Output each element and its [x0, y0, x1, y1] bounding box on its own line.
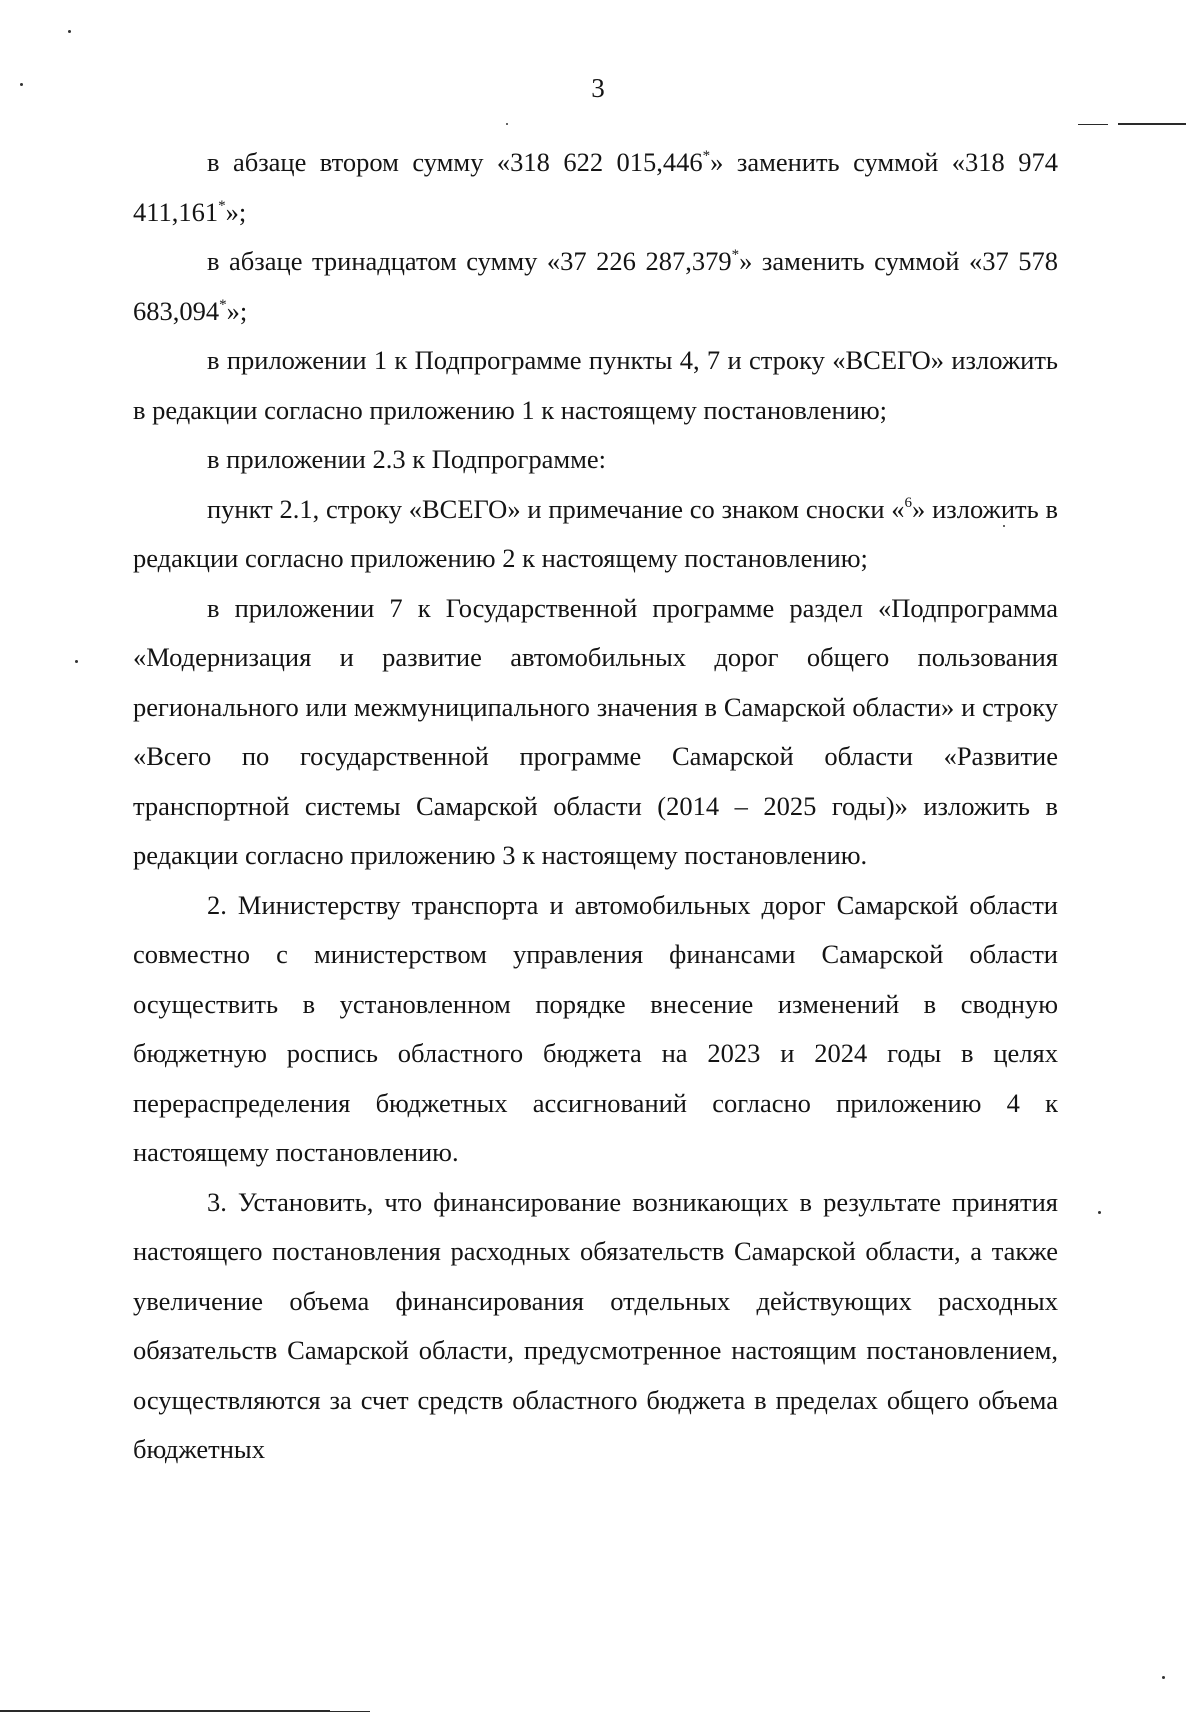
paragraph-text: »; [225, 196, 247, 227]
paragraph-amount-second [133, 138, 1058, 237]
scan-line-bottom [0, 1710, 330, 1712]
document-body [133, 138, 1058, 1475]
footnote-mark: * [702, 148, 711, 164]
paragraph-text: в абзаце тринадцатом сумму «37 226 287,379 [207, 246, 732, 276]
paragraph-clause-3: 3. Установить, что финансирование возникающих в результате принятия настоящего постановления расходных обязательств Самарской области, а также увеличение объема финансирования отдельных действующих расходных обязательств Самарской области, предусмотренное настоящим постановлением, осуществляются за счет средств областного бюджета в пределах общего объема бюджетных [133, 1186, 1058, 1464]
paragraph-clause-2: 2. Министерству транспорта и автомобильных дорог Самарской области совместно с министерством управления финансами Самарской области осуществить в установленном порядке внесение изменений в сводную бюджетную роспись областного бюджета на 2023 и 2024 годы в целях перераспределения бюджетных ассигнований согласно приложению 4 к настоящему постановлению. [133, 889, 1058, 1167]
footnote-mark: * [218, 197, 226, 214]
paragraph-text: »; [226, 295, 248, 326]
paragraph-text: » заменить суммой «37 578 683,094 [133, 246, 1058, 326]
footnote-mark: 6 [904, 494, 913, 511]
scan-speck [75, 660, 78, 663]
paragraph-text: пункт 2.1, строку «ВСЕГО» и примечание со знаком сноски « [207, 493, 905, 524]
paragraph-appendix-2-3: в приложении 2.3 к Подпрограмме: [207, 444, 607, 474]
scan-line-top-right [1078, 124, 1108, 125]
paragraph-appendix-7: в приложении 7 к Государственной программе раздел «Подпрограмма «Модернизация и развитие автомобильных дорог общего пользования регионального или межмуниципального значения в Самарской области» и строку «Всего по государственной программе Самарской области «Развитие транспортной системы Самарской области (2014 – 2025 годы)» изложить в редакции согласно приложению 3 к настоящему постановлению. [133, 592, 1058, 870]
scan-speck [506, 123, 508, 125]
paragraph-text: в абзаце втором сумму «318 622 015,446 [207, 147, 703, 177]
page-number: 3 [591, 73, 605, 103]
paragraph-item-2-1 [133, 485, 1058, 584]
scan-line-top-right [1118, 123, 1186, 125]
footnote-mark: * [731, 247, 740, 263]
scan-speck [1162, 1676, 1165, 1679]
scan-line-bottom [330, 1711, 370, 1712]
paragraph-text: » изложить в редакции согласно приложению 2 к настоящему постановлению; [133, 493, 1058, 573]
scan-speck [1098, 1211, 1101, 1214]
paragraph-appendix-1: в приложении 1 к Подпрограмме пункты 4, 7 и строку «ВСЕГО» изложить в редакции согласно приложению 1 к настоящему постановлению; [133, 345, 1058, 425]
paragraph-amount-thirteenth [133, 237, 1058, 336]
footnote-mark: * [219, 296, 227, 313]
paragraph-text: » заменить суммой «318 974 411,161 [133, 147, 1058, 227]
scan-speck [68, 30, 71, 33]
